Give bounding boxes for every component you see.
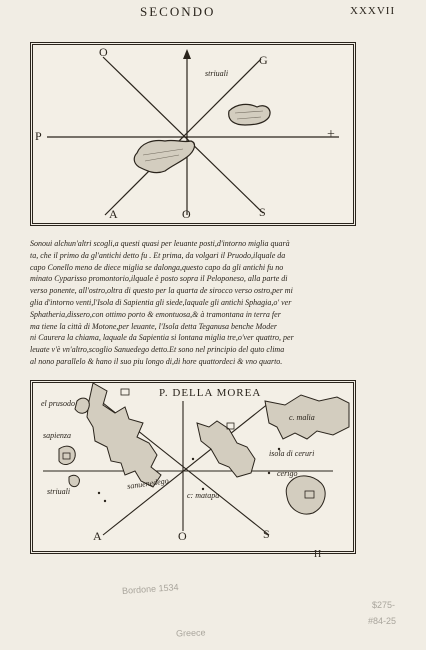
compass-west-letter: P: [35, 129, 42, 143]
sanuedego-label: sanuenedego: [126, 476, 170, 491]
map-title: P. DELLA MOREA: [159, 387, 262, 399]
compass-south-letter: O: [182, 207, 191, 221]
town-icon: [121, 389, 129, 395]
running-header: SECONDO: [140, 4, 216, 19]
north-arrow-icon: [183, 49, 191, 59]
cerigo-label: cerigo: [277, 469, 298, 478]
island-striuali: [69, 475, 79, 486]
compass-se-letter: S: [263, 527, 270, 541]
isola-label: isola di ceruri: [269, 449, 315, 458]
striuali-label: striuali: [205, 69, 229, 78]
island-sapienza: [59, 446, 75, 464]
text-line: Sphatheria,dissero,con ottimo porto & emontuosa,& à tramontana in terra fer: [30, 309, 281, 319]
text-line: glia d'intorno venti,l'Isola di Sapientia gli siede,laquale gli antichi Sphagia,o' ver: [30, 297, 292, 307]
matapa-label: c: matapa: [187, 491, 220, 500]
text-line: leuate v'è vn'altro,scoglio Sanuedego detto.Et sono nel principio del quto clima: [30, 345, 285, 355]
pencil-note-greece: Greece: [175, 627, 206, 639]
text-line: capo Conello meno de diece miglia se dalonga,questo capo da gli antichi fu no: [30, 262, 284, 272]
text-line: Sonoui alchun'altri scogli,a questi quasi per leuante posti,d'intorno miglia quarà: [30, 239, 290, 248]
sapienza-label: sapienza: [43, 431, 71, 440]
strofadi-map-graphic: [33, 45, 353, 223]
island-large: [134, 140, 194, 172]
signature-mark: H: [314, 549, 322, 560]
compass-se-letter: S: [259, 205, 266, 219]
coast-central-peninsula: [197, 421, 255, 477]
text-line: minato Cyparisso promontorio,ilquale è posto sopra il Peloponeso, alla parte di: [30, 274, 288, 284]
compass-sw-letter: A: [93, 529, 102, 543]
text-line: ta, che il primo da gl'antichi detto fu . Et prima, da volgari il Pruodo,ilquale da: [30, 250, 286, 260]
striuali-label: striuali: [47, 487, 71, 496]
island-prodano: [75, 398, 89, 413]
compass-south-letter: O: [178, 529, 187, 543]
pencil-note-stock: #84-25: [368, 616, 397, 626]
el-prusdo-label: el prusodo: [41, 399, 75, 408]
text-line: al nono parallelo & hano il suo piu longo di,di hore quattordeci & vno quarto.: [30, 356, 283, 366]
malea-label: c. malia: [289, 413, 315, 422]
compass-east-cross-icon: +: [327, 127, 335, 142]
island-cerigo: [286, 476, 325, 514]
text-line: ma tiene la città di Motone,per leuante, l'Isola detta Teganusa benche Moder: [30, 321, 277, 331]
pencil-note-bordone: Bordone 1534: [121, 582, 179, 596]
compass-nw-letter: O: [99, 45, 108, 59]
body-text: [30, 238, 360, 368]
text-line: verso ponente, all'ostro,oltra di questo per la quarta de sirocco verso ostro,per mi: [30, 286, 293, 296]
page-number: XXXVII: [350, 5, 396, 17]
island-small: [229, 104, 270, 125]
pencil-note-price: $275-: [372, 600, 396, 610]
compass-sw-letter: A: [109, 207, 118, 221]
compass-ne-letter: G: [259, 53, 268, 67]
text-line: ni Caurera la chiama, laquale da Sapientia si lontana miglia tre,o'ver quattro, per: [30, 333, 294, 343]
strofadi-map: [30, 42, 356, 226]
morea-map: [30, 380, 356, 554]
morea-map-graphic: [33, 383, 353, 551]
